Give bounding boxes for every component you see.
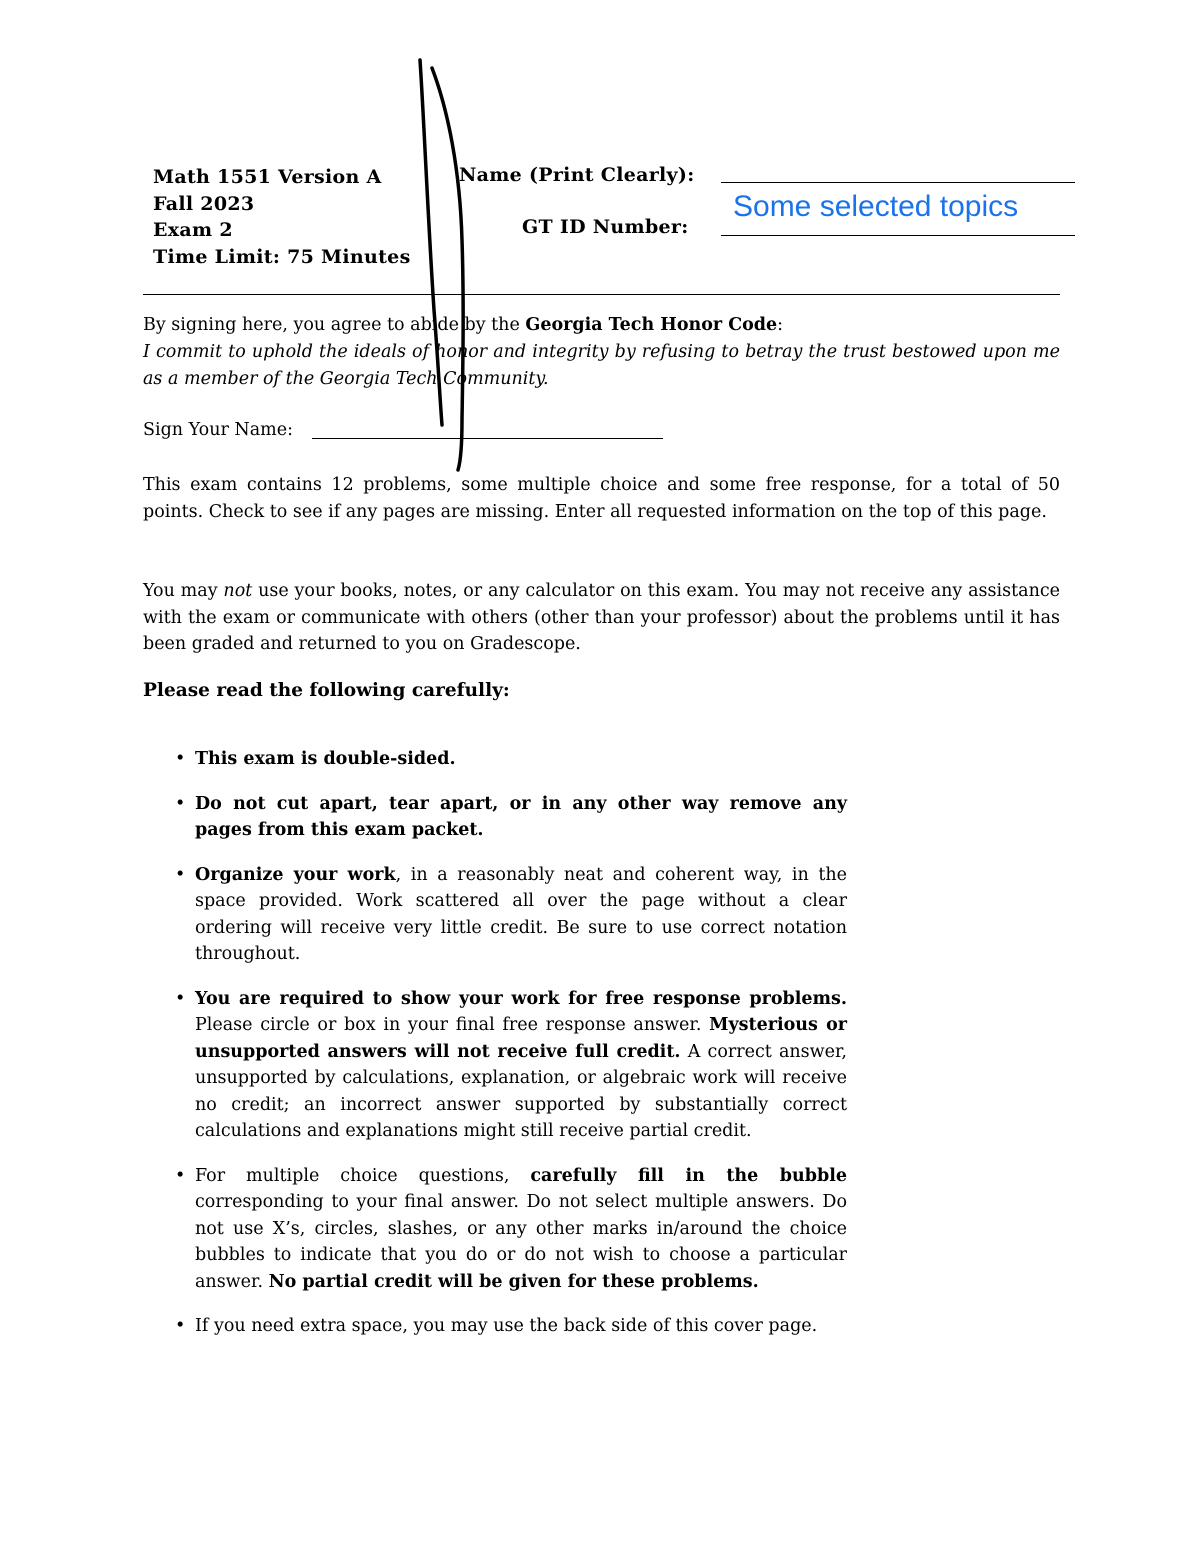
list-item: [175, 1163, 847, 1296]
bullet-icon: •: [175, 749, 186, 769]
item-text: Please circle or box in your final free response answer.: [195, 1015, 710, 1035]
bullet-icon: •: [175, 1165, 186, 1186]
list-item: [175, 746, 847, 773]
bullet-icon: •: [175, 988, 186, 1009]
bullet-icon: •: [175, 1316, 186, 1336]
item-text: corresponding to your final answer. Do not select multiple answers. Do not use X’s, circles, slashes, or any other marks in/around the choice bubbles to indicate that you do or do not wish to choose a particular answer.: [195, 1192, 847, 1292]
list-item: [175, 791, 847, 844]
honor-code-intro: [143, 312, 1060, 339]
instructions-heading: Please read the following carefully:: [143, 680, 510, 701]
gt-id-label: GT ID Number:: [522, 216, 689, 238]
list-item: [175, 1313, 847, 1340]
bullet-icon: •: [175, 864, 186, 885]
exam-contents-paragraph: This exam contains 12 problems, some multiple choice and some free response, for a total of 50 points. Check to see if any pages are missing. Enter all requested information on the top of this page.: [143, 475, 1060, 522]
policy-paragraph: [143, 578, 1060, 658]
typed-overlay-text: Some selected topics: [733, 190, 1019, 223]
item-text: , in a reasonably neat and coherent way, in the space provided. Work scattered all over the page without a clear ordering will receive very little credit. Be sure to use correct notation throughout.: [195, 864, 847, 964]
honor-code-quote: I commit to uphold the ideals of honor and integrity by refusing to betray the trust bestowed upon me as a member of the Georgia Tech Community.: [143, 342, 1060, 389]
item-text: For multiple choice questions,: [195, 1165, 531, 1186]
name-field[interactable]: [721, 182, 1075, 183]
item-bold: carefully fill in the bubble: [530, 1165, 847, 1186]
item-bold: Organize your work: [195, 864, 396, 885]
course-title: Math 1551 Version A: [153, 166, 382, 188]
exam-header-info: [153, 164, 411, 270]
honor-intro-prefix: By signing here, you agree to abide by the: [143, 315, 526, 335]
time-limit: Time Limit: 75 Minutes: [153, 245, 411, 268]
bullet-icon: •: [175, 793, 186, 814]
item-text: This exam is double-sided.: [195, 749, 456, 769]
policy-prefix: You may: [143, 581, 224, 601]
gt-id-field[interactable]: [721, 235, 1075, 236]
exam-number: Exam 2: [153, 219, 233, 241]
item-bold: You are required to show your work for free response problems.: [195, 988, 847, 1009]
honor-code-name: Georgia Tech Honor Code: [525, 315, 778, 335]
item-bold: Mysterious or unsupported answers will not receive full credit.: [195, 1015, 847, 1062]
name-label: Name (Print Clearly):: [459, 164, 695, 186]
item-text: A correct answer, unsupported by calculations, explanation, or algebraic work will receive no credit; an incorrect answer supported by substantially correct calculations and explanations might still receive partial credit.: [195, 1041, 847, 1141]
item-bold: No partial credit will be given for these problems.: [268, 1271, 759, 1292]
list-item: [175, 986, 847, 1145]
instructions-list: [175, 746, 847, 1358]
term: Fall 2023: [153, 192, 255, 215]
list-item: [175, 862, 847, 968]
policy-not: not: [223, 581, 253, 601]
pen-stroke-right: [432, 68, 463, 470]
signature-field[interactable]: [312, 438, 663, 439]
sign-name-label: Sign Your Name:: [143, 420, 293, 440]
header-divider: [143, 294, 1060, 295]
honor-intro-suffix: :: [777, 315, 784, 335]
policy-rest: use your books, notes, or any calculator on this exam. You may not receive any assistance with the exam or communicate with others (other than your professor) about the problems until it has been graded and returned to you on Gradescope.: [143, 581, 1060, 654]
item-text: Do not cut apart, tear apart, or in any other way remove any pages from this exam packet.: [195, 793, 847, 840]
item-text: If you need extra space, you may use the back side of this cover page.: [195, 1316, 818, 1336]
